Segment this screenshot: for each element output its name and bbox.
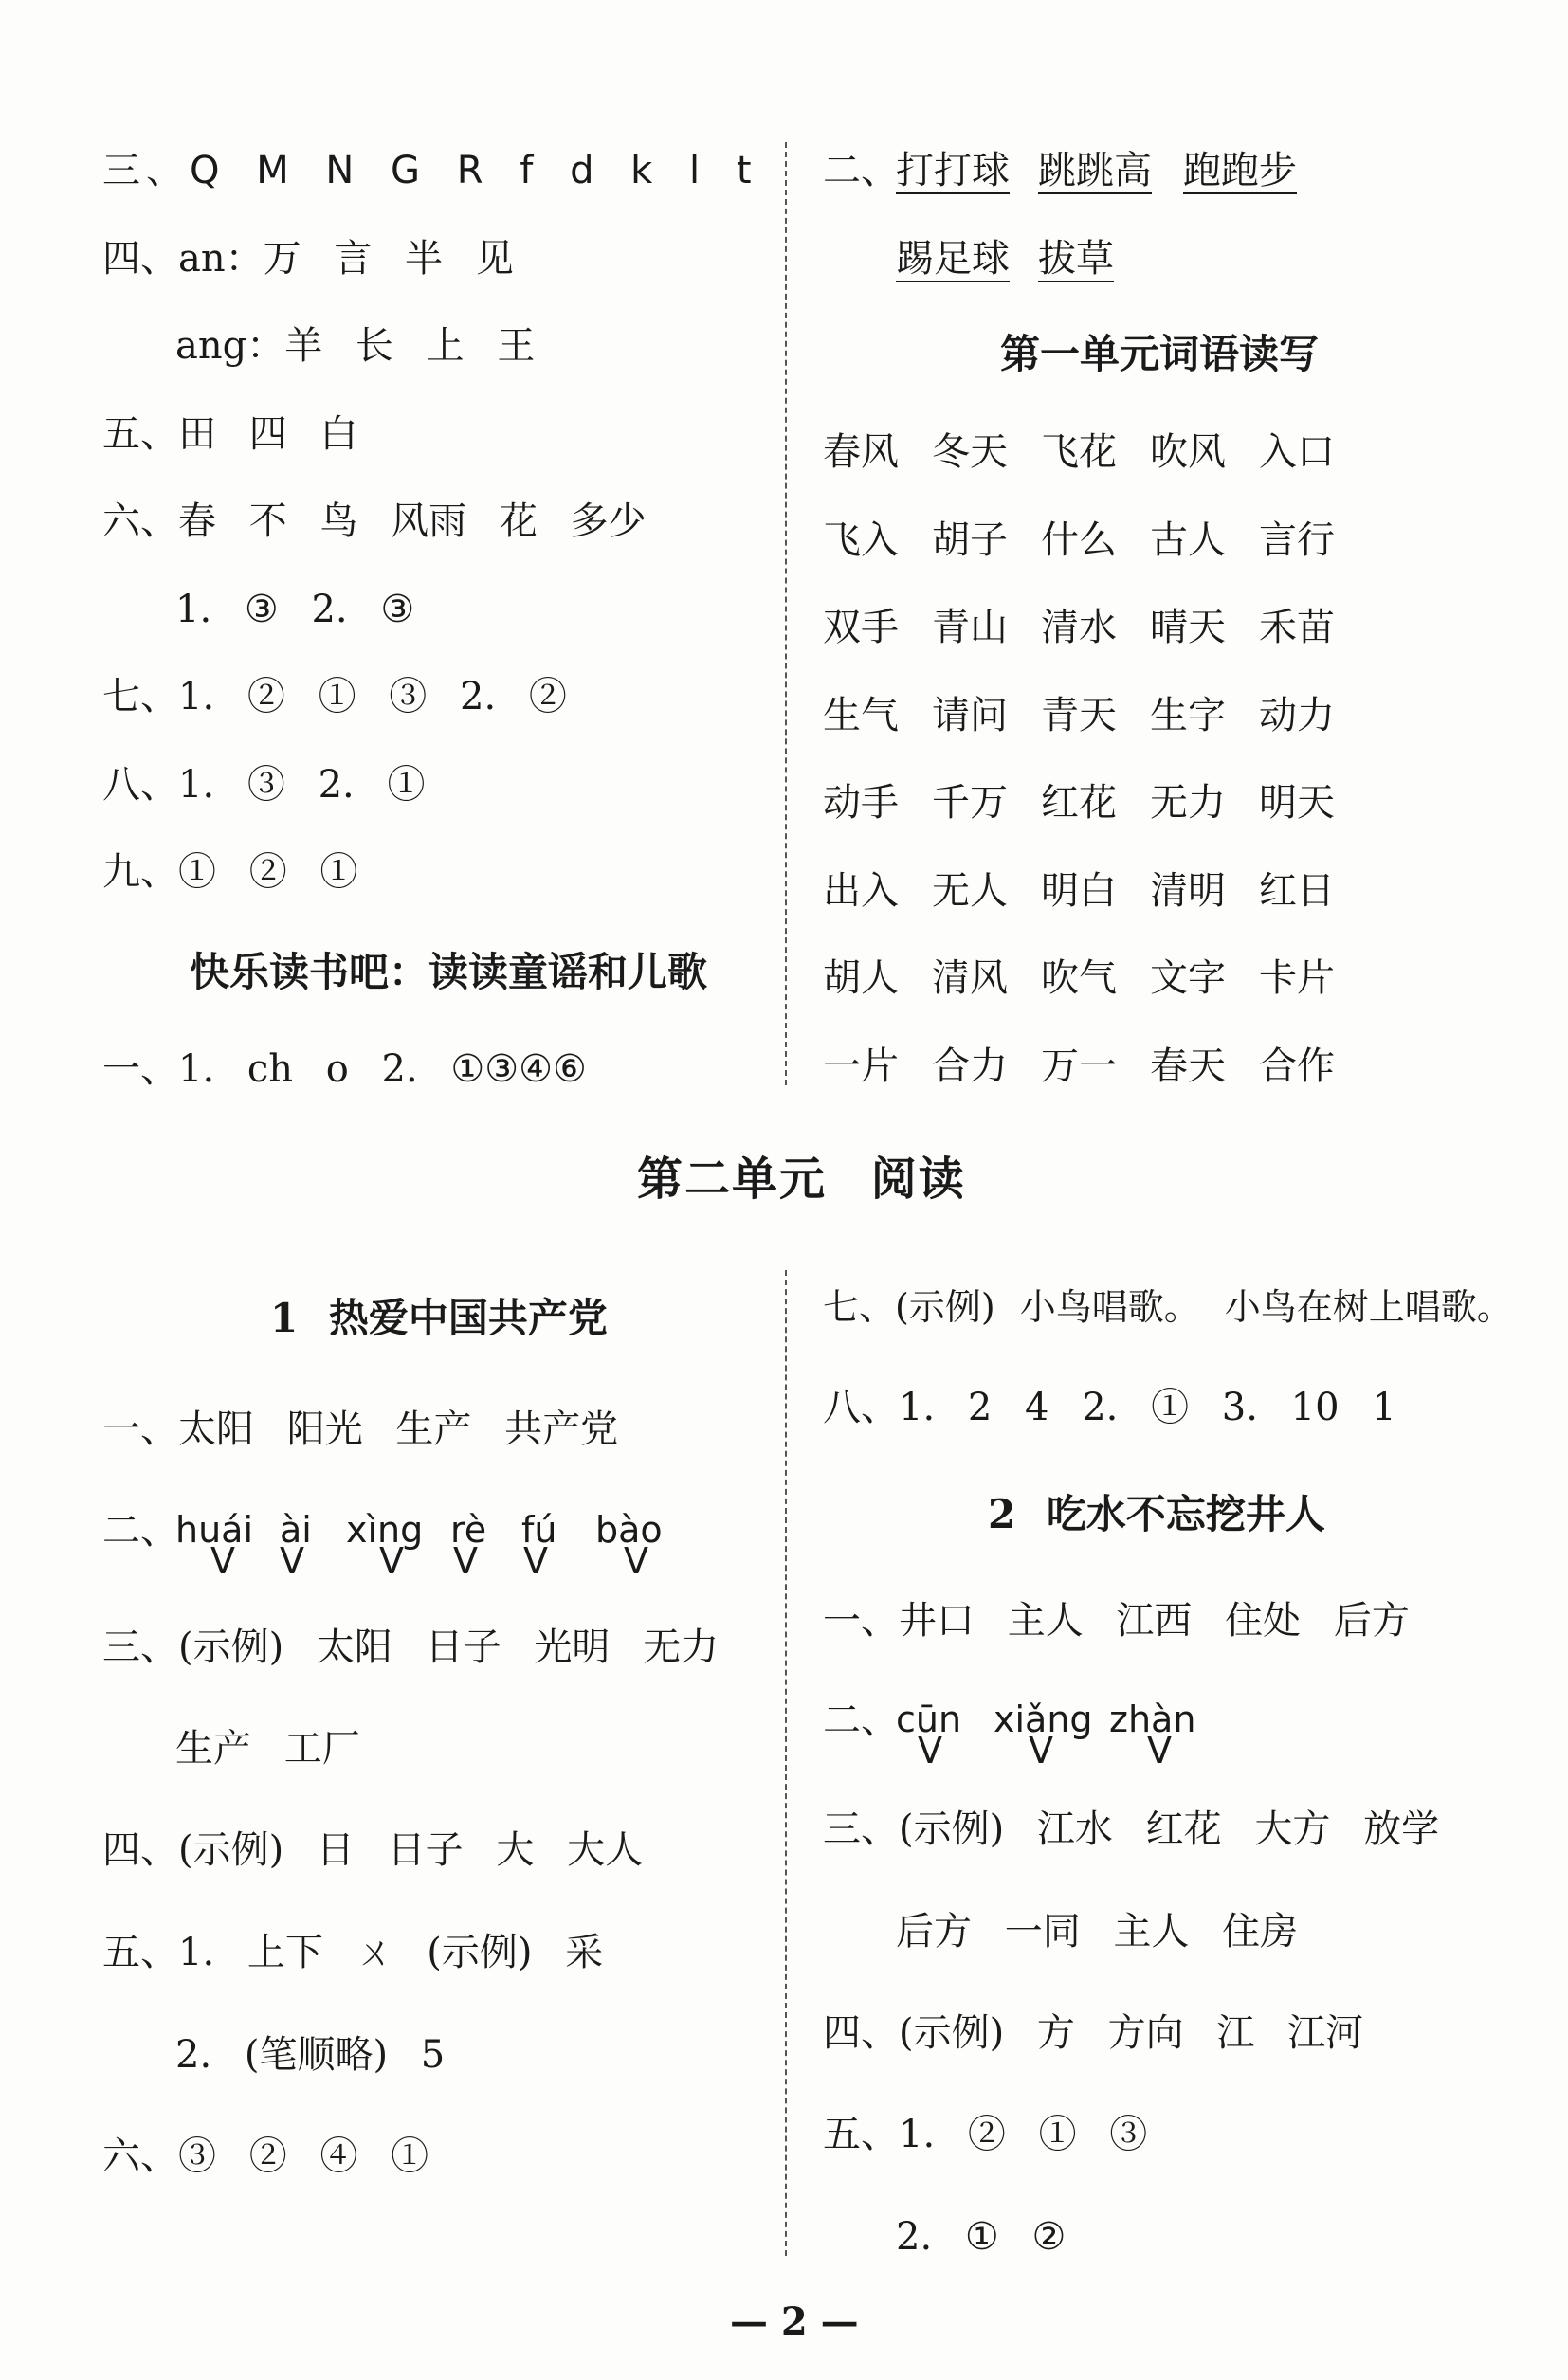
lesson2-answer-si: 四、(示例) 方 方向 江 江河 bbox=[823, 2011, 1364, 2055]
vocab-word: 动力 bbox=[1259, 694, 1335, 737]
vocab-word: 吹气 bbox=[1041, 956, 1117, 1000]
answer-wu: 五、田 四 白 bbox=[102, 412, 358, 456]
answer-jiu: 九、① ② ① bbox=[102, 850, 358, 894]
lesson2-title: 2 吃水不忘挖井人 bbox=[988, 1491, 1325, 1537]
pinyin: zhàn bbox=[1109, 1699, 1196, 1740]
check-mark: V bbox=[280, 1540, 304, 1582]
vocab-word: 清风 bbox=[932, 956, 1008, 1000]
reading-answer-yi: 一、1. ch o 2. ①③④⑥ bbox=[102, 1047, 587, 1091]
pinyin: rè bbox=[450, 1509, 487, 1551]
lesson1-answer-yi: 一、太阳 阳光 生产 共产党 bbox=[102, 1408, 619, 1451]
pinyin: xìng bbox=[346, 1509, 424, 1551]
vocab-word: 晴天 bbox=[1150, 606, 1226, 649]
check-mark: V bbox=[523, 1540, 548, 1582]
vocab-word: 明天 bbox=[1259, 781, 1335, 825]
vocab-word: 飞入 bbox=[823, 518, 899, 562]
answer-san: 三、Q M N G R f d k l t bbox=[102, 149, 757, 192]
lesson1-answer-san-cont: 生产 工厂 bbox=[175, 1727, 360, 1771]
vocab-word: 青山 bbox=[932, 606, 1008, 649]
vocab-word: 入口 bbox=[1259, 430, 1335, 474]
vocab-word: 合力 bbox=[932, 1045, 1008, 1088]
answer-qi: 七、1. ② ① ③ 2. ② bbox=[102, 675, 567, 718]
vocab-word: 一片 bbox=[823, 1045, 899, 1088]
pinyin: xiǎng bbox=[994, 1699, 1093, 1740]
lesson1-answer-wu-1: 五、1. 上下 ㄨ (示例) 采 bbox=[102, 1931, 604, 1974]
lesson2-answer-san-cont: 后方 一同 主人 住房 bbox=[896, 1910, 1299, 1953]
vocab-word: 春风 bbox=[823, 430, 899, 474]
vocab-word: 言行 bbox=[1259, 518, 1335, 562]
pinyin: fú bbox=[521, 1509, 557, 1551]
underlined-word: 打打球 bbox=[896, 149, 1010, 192]
pinyin: bào bbox=[595, 1509, 663, 1551]
vocab-word: 千万 bbox=[932, 781, 1008, 825]
lesson1-answer-wu-2: 2. (笔顺略) 5 bbox=[175, 2033, 446, 2077]
lesson1-answer-ba: 八、1. 2 4 2. ① 3. 10 1 bbox=[823, 1386, 1396, 1429]
vocab-word: 胡人 bbox=[823, 956, 899, 1000]
vocab-word: 双手 bbox=[823, 606, 899, 649]
check-mark: V bbox=[1029, 1730, 1053, 1771]
vocab-word: 明白 bbox=[1041, 869, 1117, 913]
answer-er-label: 二、 bbox=[823, 149, 899, 192]
answer-liu: 六、春 不 鸟 风雨 花 多少 bbox=[102, 500, 647, 543]
underlined-word: 拔草 bbox=[1038, 237, 1114, 281]
vocab-word: 生气 bbox=[823, 694, 899, 737]
unit2-title: 第二单元 阅读 bbox=[637, 1153, 966, 1206]
vocab-word: 文字 bbox=[1150, 956, 1226, 1000]
vocab-word: 吹风 bbox=[1150, 430, 1226, 474]
lesson1-answer-liu: 六、③ ② ④ ① bbox=[102, 2135, 429, 2178]
underlined-word: 跳跳高 bbox=[1038, 149, 1152, 192]
vocab-word: 春天 bbox=[1150, 1045, 1226, 1088]
vocab-word: 请问 bbox=[932, 694, 1008, 737]
check-mark: V bbox=[918, 1730, 942, 1771]
underlined-word: 跑跑步 bbox=[1183, 149, 1297, 192]
lesson2-answer-yi: 一、井口 主人 江西 住处 后方 bbox=[823, 1599, 1410, 1643]
vocab-word: 冬天 bbox=[932, 430, 1008, 474]
vocab-word: 古人 bbox=[1150, 518, 1226, 562]
answer-si-ang: ang：羊 长 上 王 bbox=[175, 324, 536, 368]
lesson1-answer-san: 三、(示例) 太阳 日子 光明 无力 bbox=[102, 1626, 720, 1669]
vocab-word: 清明 bbox=[1150, 869, 1226, 913]
lesson1-title: 1 热爱中国共产党 bbox=[270, 1295, 608, 1341]
vocab-word: 什么 bbox=[1041, 518, 1117, 562]
vocab-word: 卡片 bbox=[1259, 956, 1335, 1000]
vocab-word: 红花 bbox=[1041, 781, 1117, 825]
vocab-word: 合作 bbox=[1259, 1045, 1335, 1088]
vocab-word: 青天 bbox=[1041, 694, 1117, 737]
vocab-word: 清水 bbox=[1041, 606, 1117, 649]
lesson2-answer-wu-1: 五、1. ② ① ③ bbox=[823, 2113, 1148, 2156]
column-divider-bottom bbox=[785, 1270, 787, 2256]
check-mark: V bbox=[624, 1540, 648, 1582]
lesson1-answer-er-label: 二、 bbox=[102, 1509, 178, 1553]
vocab-section-title: 第一单元词语读写 bbox=[1000, 331, 1320, 377]
vocab-word: 飞花 bbox=[1041, 430, 1117, 474]
lesson2-answer-wu-2: 2. ① ② bbox=[896, 2215, 1067, 2259]
lesson2-answer-er-label: 二、 bbox=[823, 1699, 899, 1742]
answer-liu-sub: 1. ③ 2. ③ bbox=[175, 588, 415, 631]
pinyin: huái bbox=[175, 1509, 254, 1551]
lesson1-answer-qi: 七、(示例) 小鸟唱歌。 小鸟在树上唱歌。 bbox=[823, 1286, 1513, 1328]
check-mark: V bbox=[1147, 1730, 1172, 1771]
pinyin: ài bbox=[280, 1509, 312, 1551]
check-mark: V bbox=[379, 1540, 404, 1582]
underlined-word: 踢足球 bbox=[896, 237, 1010, 281]
vocab-word: 无力 bbox=[1150, 781, 1226, 825]
vocab-word: 动手 bbox=[823, 781, 899, 825]
answer-ba: 八、1. ③ 2. ① bbox=[102, 763, 426, 807]
column-divider-top bbox=[785, 142, 787, 1085]
reading-section-title: 快乐读书吧：读读童谣和儿歌 bbox=[190, 949, 708, 995]
answer-si-an: 四、an：万 言 半 见 bbox=[102, 237, 514, 281]
page-number: — 2 — bbox=[730, 2299, 859, 2344]
vocab-word: 红日 bbox=[1259, 869, 1335, 913]
check-mark: V bbox=[453, 1540, 478, 1582]
vocab-word: 禾苗 bbox=[1259, 606, 1335, 649]
vocab-word: 胡子 bbox=[932, 518, 1008, 562]
check-mark: V bbox=[210, 1540, 235, 1582]
vocab-word: 出入 bbox=[823, 869, 899, 913]
vocab-word: 万一 bbox=[1041, 1045, 1117, 1088]
vocab-word: 无人 bbox=[932, 869, 1008, 913]
pinyin: cūn bbox=[896, 1699, 962, 1740]
lesson1-answer-si: 四、(示例) 日 日子 大 大人 bbox=[102, 1828, 644, 1872]
lesson2-answer-san: 三、(示例) 江水 红花 大方 放学 bbox=[823, 1808, 1440, 1851]
vocab-word: 生字 bbox=[1150, 694, 1226, 737]
